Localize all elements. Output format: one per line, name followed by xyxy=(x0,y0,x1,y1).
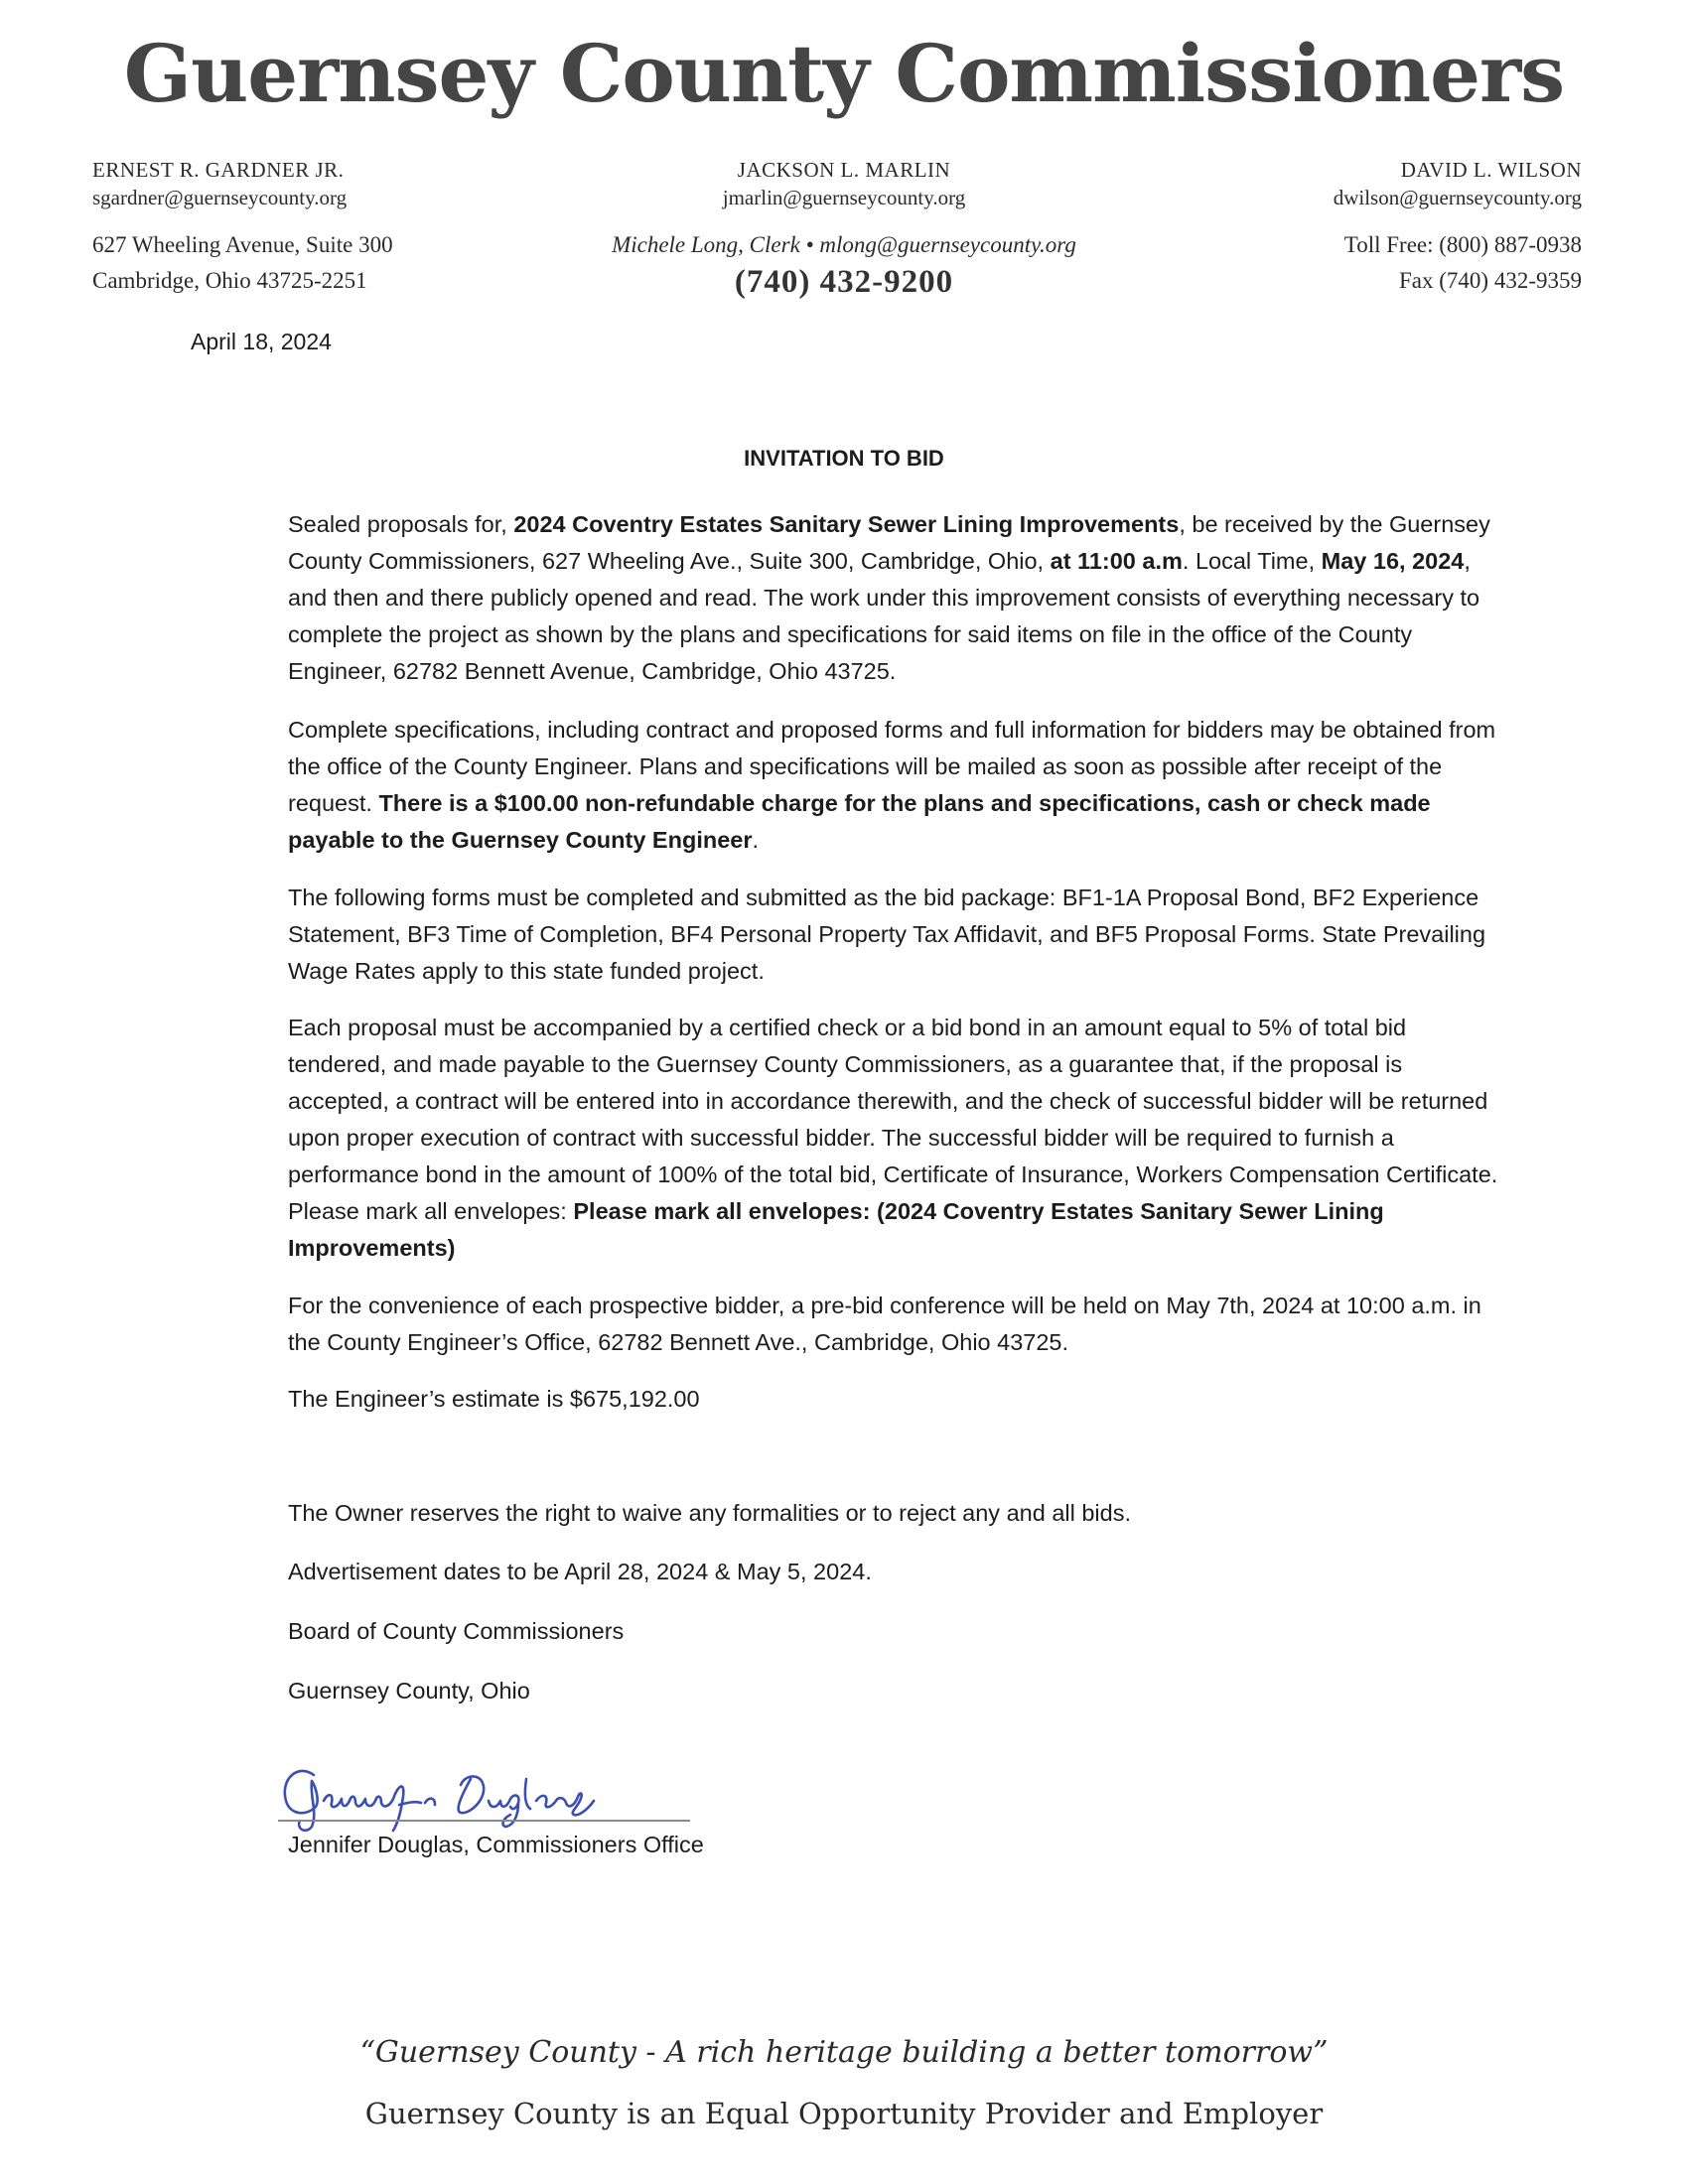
commissioner-name: JACKSON L. MARLIN xyxy=(737,158,951,182)
text-run: The following forms must be completed and submitted as the bid package: BF1-1A Proposal Bond, BF2 Experience Statement, BF3 Time of Completion, BF4 Personal Property Tax Affidavit, and BF5 Proposal Forms. State Prevailing Wage Rates apply to this state funded project. xyxy=(288,885,1486,984)
text-run: . xyxy=(752,827,760,853)
address-line-2: Cambridge, Ohio 43725-2251 xyxy=(92,268,367,293)
advertisement-dates: Advertisement dates to be April 28, 2024 & May 5, 2024. xyxy=(288,1559,872,1584)
text-run: Each proposal must be accompanied by a certified check or a bid bond in an amount equal to 5% of total bid tendered, and made payable to the Guernsey County Commissioners, as a guarantee that, if the proposal is accepted, a contract will be entered into in accordance therewith, and the check of successful bidder will be returned upon proper execution of contract with successful bidder. The successful bidder will be required to furnish a performance bond in the amount of 100% of the total bid, Certificate of Insurance, Workers Compensation Certificate. Please mark all envelopes: xyxy=(288,1015,1498,1224)
footer-motto: “Guernsey County - A rich heritage building a better tomorrow” xyxy=(359,2035,1329,2070)
signature-line xyxy=(278,1820,690,1822)
paragraph-sealed-proposals xyxy=(288,506,1499,690)
commissioner-name: DAVID L. WILSON xyxy=(1400,158,1582,182)
engineers-estimate: The Engineer’s estimate is $675,192.00 xyxy=(288,1386,700,1412)
toll-free-number: Toll Free: (800) 887-0938 xyxy=(1343,232,1582,257)
letter-date: April 18, 2024 xyxy=(191,329,332,354)
text-run: , and then and there publicly opened and read. The work under this improvement consists of everything necessary to complete the project as shown by the plans and specifications for said items on file in the office of the County Engineer, 62782 Bennett Avenue, Cambridge, Ohio 43725. xyxy=(288,548,1480,684)
text-run: . Local Time, xyxy=(1182,548,1322,574)
commissioner-marlin xyxy=(348,156,1340,211)
clerk-line: Michele Long, Clerk • mlong@guernseycounty.org xyxy=(612,232,1076,257)
phone-fax xyxy=(1344,227,1582,299)
plans-charge-notice: There is a $100.00 non-refundable charge for the plans and specifications, cash or check made payable to the Guernsey County Engineer xyxy=(288,790,1431,853)
document-heading: INVITATION TO BID xyxy=(744,446,944,471)
county-name: Guernsey County, Ohio xyxy=(288,1678,530,1704)
commissioner-email: jmarlin@guernseycounty.org xyxy=(722,186,966,209)
text-run: Complete specifications, including contract and proposed forms and full information for bidders may be obtained from the office of the County Engineer. Plans and specifications will be mailed as soon as possible after receipt of the request. xyxy=(288,717,1496,816)
bid-date: May 16, 2024 xyxy=(1321,548,1465,574)
project-name: 2024 Coventry Estates Sanitary Sewer Lining Improvements xyxy=(513,511,1180,537)
main-phone: (740) 432-9200 xyxy=(734,264,954,300)
board-name: Board of County Commissioners xyxy=(288,1618,625,1644)
footer-equal-opportunity: Guernsey County is an Equal Opportunity Provider and Employer xyxy=(364,2097,1324,2130)
fax-number: Fax (740) 432-9359 xyxy=(1399,268,1582,293)
paragraph-bid-bond xyxy=(288,1010,1499,1267)
paragraph-specifications xyxy=(288,712,1499,859)
bid-time: at 11:00 a.m xyxy=(1050,548,1183,574)
handwritten-signature xyxy=(276,1757,633,1837)
signer-name: Jennifer Douglas, Commissioners Office xyxy=(288,1832,704,1857)
commissioner-gardner xyxy=(92,156,347,211)
clerk-contact xyxy=(348,227,1340,301)
owner-rights-statement: The Owner reserves the right to waive any formalities or to reject any and all bids. xyxy=(288,1500,1131,1526)
envelope-marking: Please mark all envelopes: (2024 Coventry Estates Sanitary Sewer Lining Improvements) xyxy=(288,1198,1384,1261)
text-run: For the convenience of each prospective bidder, a pre-bid conference will be held on May 7th, 2024 at 10:00 a.m. in the County Engineer’s Office, 62782 Bennett Ave., Cambridge, Ohio 43725. xyxy=(288,1293,1481,1355)
text-run: , be received by the Guernsey County Commissioners, 627 Wheeling Ave., Suite 300, Cambridge, Ohio, xyxy=(288,511,1490,574)
paragraph-pre-bid-conference xyxy=(288,1288,1499,1361)
text-run: Sealed proposals for, xyxy=(288,511,514,537)
commissioner-email: sgardner@guernseycounty.org xyxy=(92,186,348,209)
commissioner-email: dwilson@guernseycounty.org xyxy=(1333,186,1582,209)
paragraph-required-forms xyxy=(288,880,1499,990)
commissioner-wilson xyxy=(1334,156,1582,211)
commissioner-name: ERNEST R. GARDNER JR. xyxy=(92,158,345,182)
address-line-1: 627 Wheeling Avenue, Suite 300 xyxy=(92,232,393,257)
letterhead-title: Guernsey County Commissioners xyxy=(123,27,1565,120)
